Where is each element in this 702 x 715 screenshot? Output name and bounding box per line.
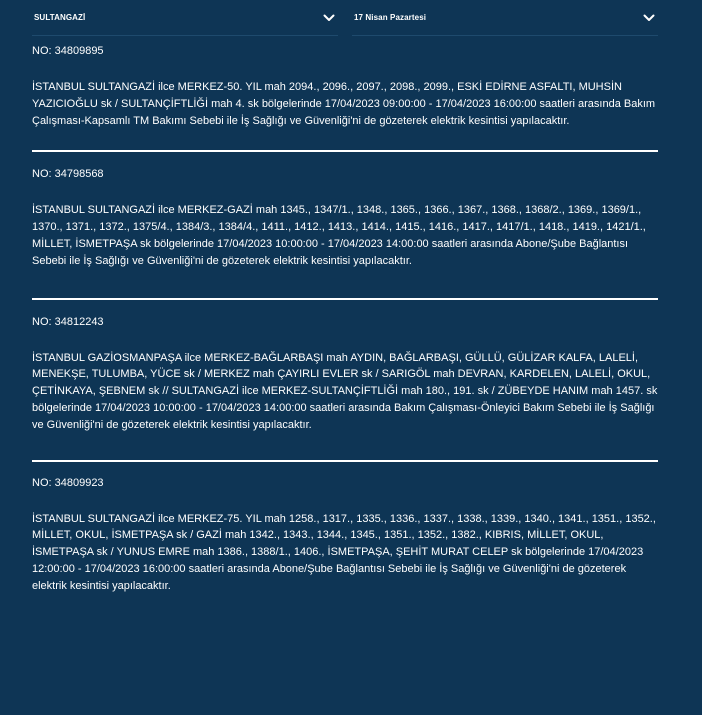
divider xyxy=(32,298,658,300)
outage-number: NO: 34798568 xyxy=(32,168,104,181)
district-select[interactable] xyxy=(32,0,338,36)
divider xyxy=(32,460,658,462)
date-select-value: 17 Nisan Pazartesi xyxy=(354,13,427,22)
chevron-down-icon xyxy=(322,11,336,25)
outage-number: NO: 34809923 xyxy=(32,476,104,489)
outage-list xyxy=(32,37,658,595)
outage-number: NO: 34809895 xyxy=(32,45,104,57)
outage-description: İSTANBUL SULTANGAZİ ilce MERKEZ-GAZİ mah 1345., 1347/1., 1348., 1365., 1366., 1367., 1368., 1368/2., 1369., 1369/1., 1370., 1371., 1372., 1375/4., 1384/3., 1384/4., 1411., 1412., 1413., 1414., 1415., 1416., 1417., 1417/1., 1418., 1419., 1421/1., MİLLET, İSMETPAŞA sk bölgelerinde 17/04/2023 10:00:00 - 17/04/2023 14:00:00 saatleri arasında Abone/Şube Bağlantısı Sebebi ile İş Sağlığı ve Güvenliği'ni de gözeterek elektrik kesintisi yapılacaktır. xyxy=(32,204,646,267)
outage-description: İSTANBUL GAZİOSMANPAŞA ilce MERKEZ-BAĞLARBAŞI mah AYDIN, BAĞLARBAŞI, GÜLLÜ, GÜLİZAR KALFA, LALELİ, MENEKŞE, TULUMBA, YÜCE sk / MERKEZ mah ÇAYIRLI EVLER sk / SARIGÖL mah DEVRAN, KARDELEN, LALELİ, OKUL, ÇETİNKAYA, ŞEBNEM sk // SULTANGAZİ ilce MERKEZ-SULTANÇİFTLİĞİ mah 180., 191. sk / ZÜBEYDE HANIM mah 1457. sk bölgelerinde 17/04/2023 10:00:00 - 17/04/2023 14:00:00 saatleri arasında Bakım Çalışması-Önleyici Bakım Sebebi ile İş Sağlığı ve Güvenliği'ni de gözeterek elektrik kesintisi yapılacaktır. xyxy=(32,351,658,431)
outage-number: NO: 34812243 xyxy=(32,315,104,328)
outage-item xyxy=(32,476,658,595)
outage-item xyxy=(32,167,658,269)
outage-description: İSTANBUL SULTANGAZİ ilce MERKEZ-75. YIL mah 1258., 1317., 1335., 1336., 1337., 1338., 1339., 1340., 1341., 1351., 1352., MİLLET, OKUL, İSMETPAŞA sk / GAZİ mah 1342., 1343., 1344., 1345., 1351., 1352., 1382., KIBRIS, MİLLET, OKUL, İSMETPAŞA sk / YUNUS EMRE mah 1386., 1388/1., 1406., İSMETPAŞA, ŞEHİT MURAT CELEP sk bölgelerinde 17/04/2023 12:00:00 - 17/04/2023 16:00:00 saatleri arasında Abone/Şube Bağlantısı Sebebi ile İş Sağlığı ve Güvenliği'ni de gözeterek elektrik kesintisi yapılacaktır. xyxy=(32,512,656,592)
chevron-down-icon xyxy=(642,11,656,25)
outage-item xyxy=(32,315,658,434)
outage-description: İSTANBUL SULTANGAZİ ilce MERKEZ-50. YIL mah 2094., 2096., 2097., 2098., 2099., ESKİ EDİRNE ASFALTI, MUHSİN YAZICIOĞLU sk / SULTANÇİFTLİĞİ mah 4. sk bölgelerinde 17/04/2023 09:00:00 - 17/04/2023 16:00:00 saatleri arasında Bakım Çalışması-Kapsamlı TM Bakımı Sebebi ile İş Sağlığı ve Güvenliği'ni de gözeterek elektrik kesintisi yapılacaktır. xyxy=(32,81,656,127)
filter-bar xyxy=(32,0,658,36)
divider xyxy=(32,150,658,152)
date-select[interactable] xyxy=(352,0,658,36)
outage-item xyxy=(32,44,658,129)
district-select-value: SULTANGAZİ xyxy=(34,13,86,22)
